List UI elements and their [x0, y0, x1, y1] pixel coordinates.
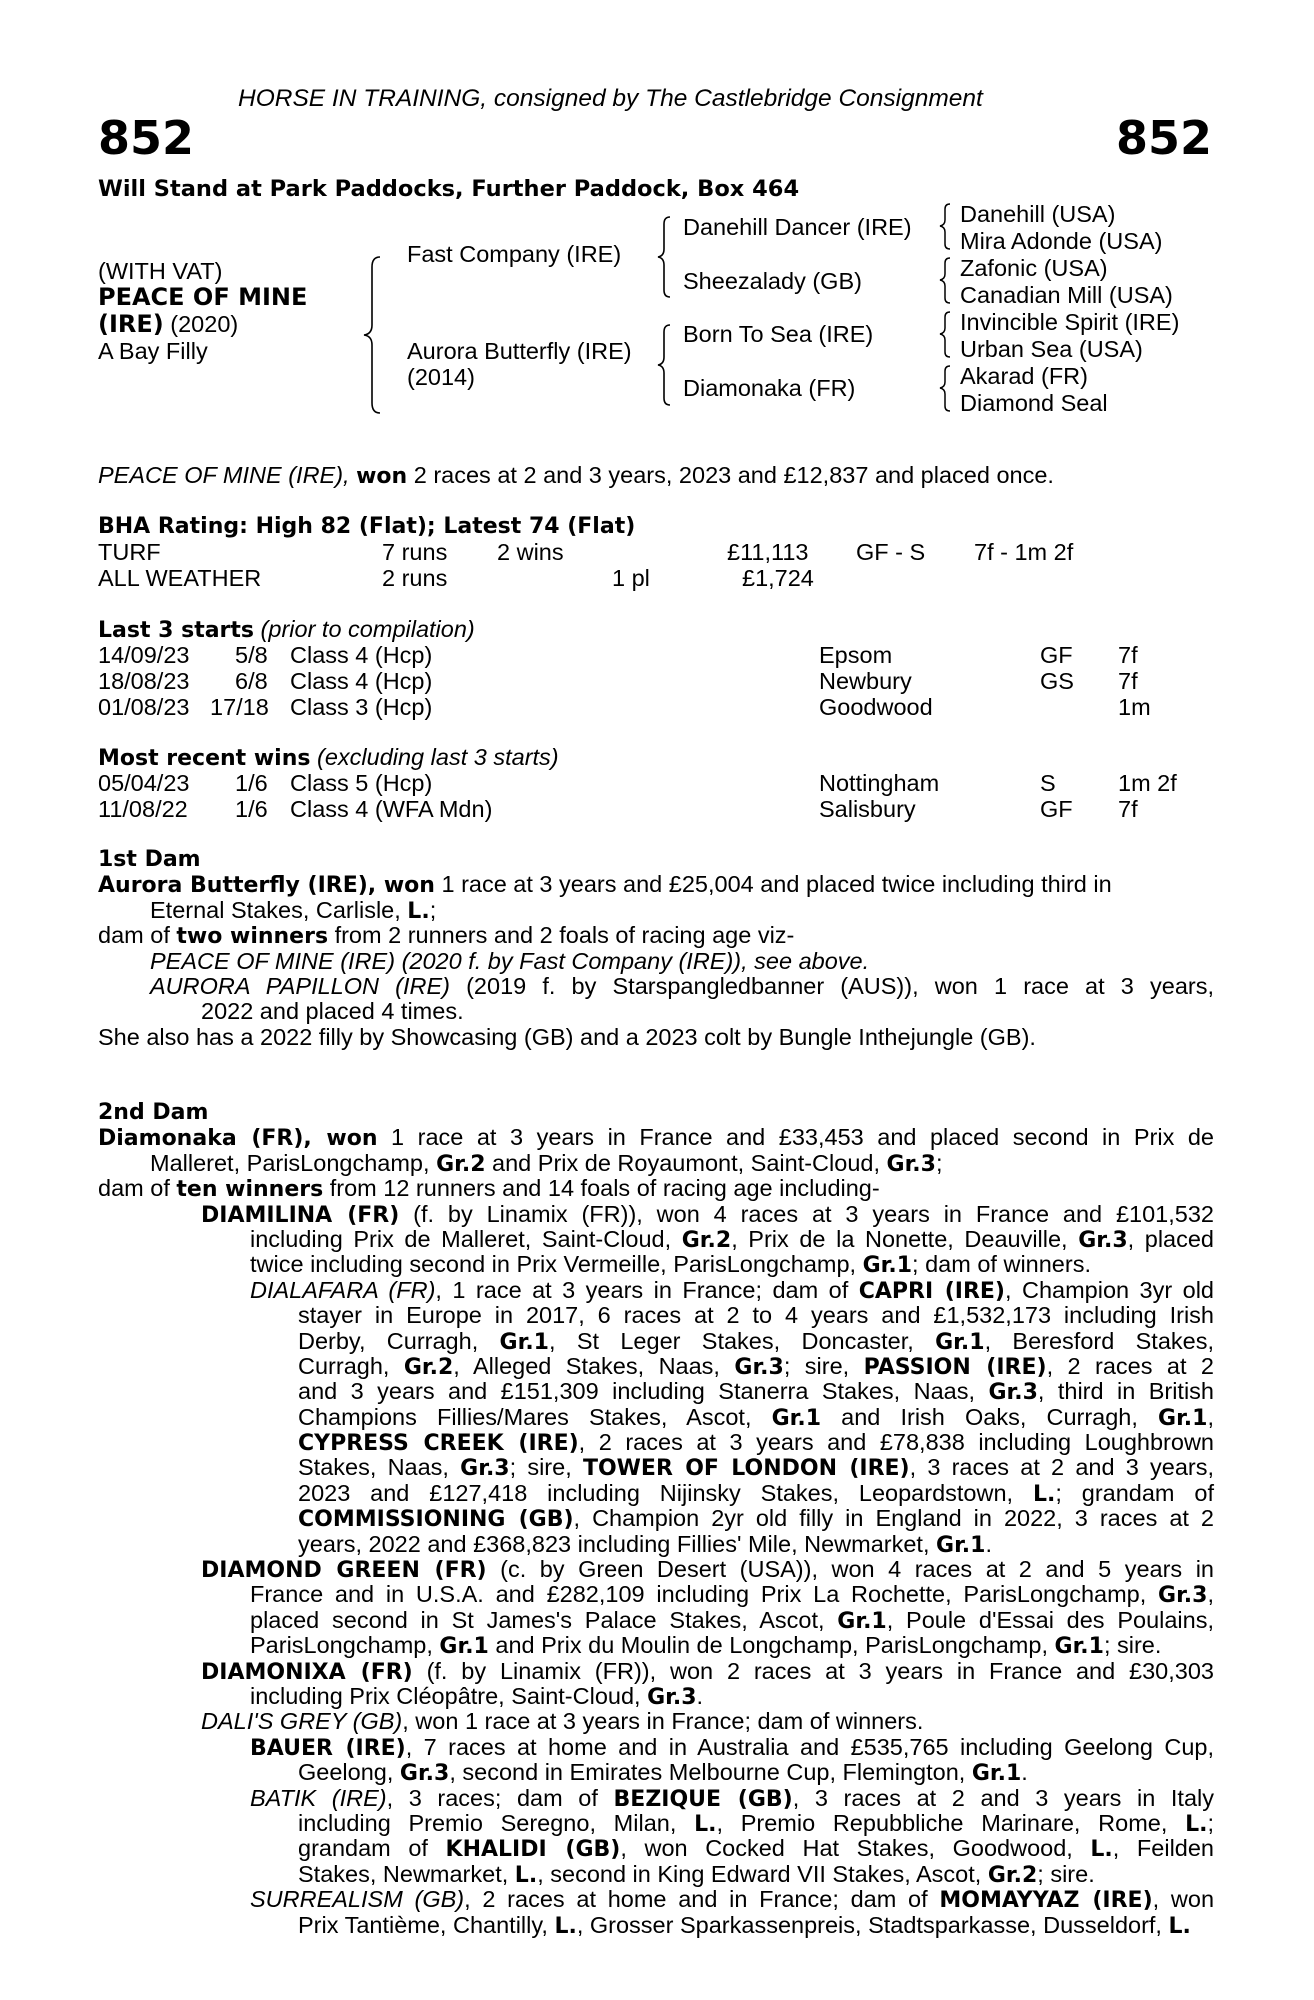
bold-phrase: DIAMONIXA (FR): [201, 1659, 413, 1685]
bold-phrase: Gr.3: [647, 1684, 697, 1710]
gg-8: Diamond Seal: [960, 390, 1108, 416]
second-dam-line: Stakes, Naas, Gr.3; sire, TOWER OF LONDON (IRE), 3 races at 2 and 3 years,: [298, 1454, 1214, 1482]
italic-phrase: DIALAFARA (FR): [250, 1276, 436, 1303]
start-pos: 6/8: [235, 668, 268, 694]
bold-phrase: KHALIDI (GB): [445, 1837, 621, 1863]
second-dam-line: Diamonaka (FR), won 1 race at 3 years in France and £33,453 and placed second in Prix de: [98, 1124, 1214, 1152]
pedigree-bracket-main: [366, 255, 396, 415]
dam-sire: Born To Sea (IRE): [683, 321, 874, 347]
bold-phrase: COMMISSIONING (GB): [298, 1507, 574, 1533]
second-dam-line: Curragh, Gr.2, Alleged Stakes, Naas, Gr.3; sire, PASSION (IRE), 2 races at 2: [298, 1352, 1214, 1380]
second-dam-line: SURREALISM (GB), 2 races at home and in France; dam of MOMAYYAZ (IRE), won: [250, 1886, 1215, 1914]
listed-mark: L.: [407, 898, 430, 924]
rating-runs: 2 runs: [382, 565, 448, 591]
start-course: Newbury: [819, 668, 912, 694]
bold-phrase: Gr.3: [734, 1354, 784, 1380]
bold-phrase: BEZIQUE (GB): [613, 1786, 793, 1812]
second-dam-lines: [98, 1125, 1214, 1938]
bold-phrase: Gr.1: [971, 1761, 1022, 1787]
second-dam-line: Stakes, Newmarket, L., second in King Edward VII Stakes, Ascot, Gr.2; sire.: [298, 1860, 1095, 1888]
bold-phrase: PASSION (IRE): [863, 1354, 1047, 1380]
bold-phrase: L.: [1090, 1837, 1113, 1863]
horse-name: PEACE OF MINE: [98, 283, 308, 311]
second-dam-line: Champions Fillies/Mares Stakes, Ascot, Gr.1 and Irish Oaks, Curragh, Gr.1,: [298, 1403, 1214, 1431]
first-dam-name: Aurora Butterfly (IRE), won: [98, 873, 435, 899]
rating-runs: 7 runs: [382, 539, 448, 565]
first-dam-text: ;: [429, 896, 437, 923]
second-dam-line: and 3 years and £151,309 including Stanerra Stakes, Naas, Gr.3, third in British: [298, 1378, 1214, 1406]
start-date: 01/08/23: [98, 694, 190, 720]
pedigree-bracket-dam: [656, 323, 676, 408]
second-dam-line: including Premio Seregno, Milan, L., Premio Repubbliche Marinare, Rome, L.;: [298, 1809, 1214, 1837]
second-dam-line: 2023 and £127,418 including Nijinsky Stakes, Leopardstown, L.; grandam of: [298, 1479, 1214, 1507]
win-pos: 1/6: [235, 796, 268, 822]
bold-phrase: L.: [1168, 1913, 1191, 1939]
bold-phrase: L.: [554, 1913, 577, 1939]
rating-prize: £1,724: [742, 565, 814, 591]
win-class: Class 5 (Hcp): [290, 770, 433, 796]
gg-5: Invincible Spirit (IRE): [960, 309, 1180, 335]
second-dam-line: COMMISSIONING (GB), Champion 2yr old filly in England in 2022, 3 races at 2: [298, 1505, 1214, 1533]
italic-phrase: DALI'S GREY (GB): [201, 1708, 403, 1735]
sire-dam: Sheezalady (GB): [683, 268, 862, 294]
second-dam-line: including Prix Cléopâtre, Saint-Cloud, Gr.3.: [250, 1682, 704, 1710]
second-dam-line: Derby, Curragh, Gr.1, St Leger Stakes, Doncaster, Gr.1, Beresford Stakes,: [298, 1327, 1214, 1355]
bold-phrase: CYPRESS CREEK (IRE): [298, 1431, 579, 1457]
start-pos: 5/8: [235, 642, 268, 668]
bold-phrase: Gr.3: [1078, 1227, 1128, 1253]
bold-phrase: Gr.1: [439, 1634, 489, 1660]
second-dam-line: Malleret, ParisLongchamp, Gr.2 and Prix de Royaumont, Saint-Cloud, Gr.3;: [150, 1149, 943, 1177]
bold-phrase: L.: [694, 1811, 717, 1837]
win-course: Salisbury: [819, 796, 916, 822]
start-class: Class 4 (Hcp): [290, 668, 433, 694]
first-dam-heading: 1st Dam: [98, 847, 201, 872]
gg-2: Mira Adonde (USA): [960, 228, 1163, 254]
start-dist: 7f: [1118, 642, 1138, 668]
summary-won: won: [356, 464, 408, 489]
second-dam-line: Prix Tantième, Chantilly, L., Grosser Sparkassenpreis, Stadtsparkasse, Dusseldorf, L.: [298, 1911, 1191, 1939]
bold-phrase: DIAMOND GREEN (FR): [201, 1558, 487, 1584]
last3-heading: [98, 617, 475, 643]
win-date: 11/08/22: [98, 796, 188, 822]
rating-placed: 1 pl: [612, 565, 650, 591]
win-class: Class 4 (WFA Mdn): [290, 796, 493, 822]
bold-phrase: Gr.2: [681, 1227, 732, 1253]
horse-name-line2: [98, 312, 238, 337]
italic-phrase: SURREALISM (GB): [250, 1886, 465, 1913]
bold-phrase: L.: [514, 1862, 538, 1888]
start-course: Goodwood: [819, 694, 933, 720]
second-dam-line: ParisLongchamp, Gr.1 and Prix du Moulin de Longchamp, ParisLongchamp, Gr.1; sire.: [250, 1632, 1162, 1660]
second-dam-line: CYPRESS CREEK (IRE), 2 races at 3 years and £78,838 including Loughbrown: [298, 1429, 1214, 1457]
last3-title: Last 3 starts: [98, 618, 255, 643]
first-dam-produce: [98, 974, 1214, 999]
rating-dist: 7f - 1m 2f: [974, 539, 1074, 565]
second-dam-line: including Prix de Malleret, Saint-Cloud, Gr.2, Prix de la Nonette, Deauville, Gr.3, placed: [250, 1225, 1214, 1253]
start-going: GS: [1040, 668, 1074, 694]
gg-7: Akarad (FR): [960, 363, 1088, 389]
summary-text: 2 races at 2 and 3 years, 2023 and £12,837 and placed once.: [407, 462, 1054, 488]
bold-phrase: MOMAYYAZ (IRE): [939, 1888, 1153, 1914]
second-dam-line: BATIK (IRE), 3 races; dam of BEZIQUE (GB), 3 races at 2 and 3 years in Italy: [250, 1784, 1214, 1812]
gg-6: Urban Sea (USA): [960, 336, 1143, 362]
win-course: Nottingham: [819, 770, 940, 796]
second-dam-line: DIAMOND GREEN (FR) (c. by Green Desert (USA)), won 4 races at 2 and 5 years in: [201, 1556, 1214, 1584]
summary-horse: PEACE OF MINE (IRE),: [98, 462, 350, 488]
dam-year: (2014): [407, 364, 475, 390]
bold-phrase: BAUER (IRE): [250, 1735, 406, 1761]
rating-prize: £11,113: [727, 539, 809, 565]
second-dam-line: twice including second in Prix Vermeille, ParisLongchamp, Gr.1; dam of winners.: [250, 1251, 1091, 1279]
first-dam-line: [98, 898, 1214, 923]
second-dam-line: DIAMONIXA (FR) (f. by Linamix (FR)), won 2 races at 3 years in France and £30,303: [201, 1657, 1214, 1685]
second-dam-line: placed second in St James's Palace Stakes, Ascot, Gr.1, Poule d'Essai des Poulains,: [250, 1606, 1214, 1634]
produce-record: (2019 f. by Starspangledbanner (AUS)), won 1 race at 3 years,: [449, 972, 1214, 999]
sire: Fast Company (IRE): [407, 241, 622, 267]
bold-phrase: CAPRI (IRE): [858, 1278, 1005, 1304]
vat-note: (WITH VAT): [98, 258, 223, 284]
start-dist: 7f: [1118, 668, 1138, 694]
produce-name: AURORA PAPILLON (IRE): [150, 972, 450, 999]
bold-phrase: Gr.2: [987, 1862, 1038, 1888]
second-dam-section: [98, 1100, 1214, 1938]
start-date: 14/09/23: [98, 642, 190, 668]
first-dam-text: from 2 runners and 2 foals of racing age viz-: [328, 922, 795, 949]
bold-phrase: Gr.1: [1054, 1634, 1104, 1660]
start-going: GF: [1040, 642, 1073, 668]
bold-phrase: Diamonaka (FR), won: [98, 1126, 378, 1152]
bold-phrase: Gr.3: [988, 1380, 1038, 1406]
second-dam-line: grandam of KHALIDI (GB), won Cocked Hat Stakes, Goodwood, L., Feilden: [298, 1835, 1214, 1863]
start-class: Class 3 (Hcp): [290, 694, 433, 720]
win-date: 05/04/23: [98, 770, 190, 796]
bold-phrase: Gr.1: [862, 1253, 913, 1279]
start-date: 18/08/23: [98, 668, 190, 694]
first-dam-section: [98, 847, 1214, 1050]
pedigree-bracket-sire: [656, 215, 676, 300]
win-dist: 7f: [1118, 796, 1138, 822]
win-dist: 1m 2f: [1118, 770, 1177, 796]
first-dam-record: 1 race at 3 years and £25,004 and placed twice including third in: [434, 871, 1112, 898]
bold-phrase: ten winners: [176, 1177, 324, 1203]
italic-phrase: BATIK (IRE): [250, 1784, 387, 1811]
last3-note: (prior to compilation): [254, 616, 475, 642]
bold-phrase: Gr.1: [837, 1608, 887, 1634]
bold-phrase: Gr.1: [936, 1532, 986, 1558]
win-going: S: [1040, 770, 1056, 796]
rating-surface: TURF: [98, 539, 161, 565]
lot-number-left: 852: [98, 111, 195, 165]
horse-description: A Bay Filly: [98, 338, 208, 364]
first-dam-winners: two winners: [176, 924, 329, 950]
rating-surface: ALL WEATHER: [98, 565, 262, 591]
second-dam-line: DIALAFARA (FR), 1 race at 3 years in France; dam of CAPRI (IRE), Champion 3yr old: [250, 1276, 1214, 1304]
first-dam-produce: PEACE OF MINE (IRE) (2020 f. by Fast Company (IRE)), see above.: [150, 947, 870, 974]
second-dam-line: years, 2022 and £368,823 including Fillies' Mile, Newmarket, Gr.1.: [298, 1530, 992, 1558]
win-pos: 1/6: [235, 770, 268, 796]
start-course: Epsom: [819, 642, 893, 668]
lot-number-right: 852: [1115, 111, 1212, 165]
bold-phrase: Gr.3: [399, 1761, 450, 1787]
bold-phrase: Gr.1: [1158, 1405, 1208, 1431]
first-dam-produce: 2022 and placed 4 times.: [201, 998, 464, 1025]
first-dam-line: [98, 872, 1214, 897]
bold-phrase: Gr.3: [460, 1456, 510, 1482]
bold-phrase: L.: [1032, 1481, 1056, 1507]
sire-sire: Danehill Dancer (IRE): [683, 214, 912, 240]
bold-phrase: Gr.2: [436, 1151, 486, 1177]
bold-phrase: Gr.3: [1158, 1583, 1208, 1609]
rating-wins: 2 wins: [497, 539, 564, 565]
dam: Aurora Butterfly (IRE): [407, 338, 632, 364]
first-dam-line: [98, 923, 1214, 948]
recent-note: (excluding last 3 starts): [310, 744, 559, 770]
bold-phrase: Gr.2: [403, 1354, 454, 1380]
second-dam-line: stayer in Europe in 2017, 6 races at 2 to 4 years and £1,532,173 including Irish: [298, 1302, 1214, 1329]
rating-heading: BHA Rating: High 82 (Flat); Latest 74 (Flat): [98, 514, 636, 539]
gg-1: Danehill (USA): [960, 201, 1116, 227]
bold-phrase: DIAMILINA (FR): [201, 1202, 400, 1228]
rating-going: GF - S: [856, 539, 926, 565]
second-dam-line: dam of ten winners from 12 runners and 14 foals of racing age including-: [98, 1175, 880, 1203]
first-dam-text: Eternal Stakes, Carlisle,: [150, 896, 408, 923]
second-dam-heading: 2nd Dam: [98, 1100, 209, 1125]
horse-suffix: (IRE): [98, 310, 164, 338]
second-dam-line: France and in U.S.A. and £282,109 including Prix La Rochette, ParisLongchamp, Gr.3,: [250, 1581, 1214, 1609]
bold-phrase: Gr.1: [935, 1329, 985, 1355]
second-dam-line: DIAMILINA (FR) (f. by Linamix (FR)), won 4 races at 3 years in France and £101,532: [201, 1200, 1214, 1228]
horse-year: (2020): [163, 311, 239, 337]
bold-phrase: Gr.3: [886, 1151, 936, 1177]
sale-header: HORSE IN TRAINING, consigned by The Castlebridge Consignment: [238, 85, 983, 112]
pedigree-bracket-gg: [938, 202, 954, 422]
stand-location: Will Stand at Park Paddocks, Further Paddock, Box 464: [98, 176, 800, 202]
gg-3: Zafonic (USA): [960, 255, 1108, 281]
second-dam-line: BAUER (IRE), 7 races at home and in Australia and £535,765 including Geelong Cup,: [250, 1733, 1215, 1761]
first-dam-note: She also has a 2022 filly by Showcasing (GB) and a 2023 colt by Bungle Inthejungle (GB).: [98, 1023, 1036, 1050]
bold-phrase: L.: [1185, 1811, 1208, 1837]
bold-phrase: Gr.1: [499, 1329, 549, 1355]
start-class: Class 4 (Hcp): [290, 642, 433, 668]
bold-phrase: Gr.1: [771, 1405, 822, 1431]
recent-title: Most recent wins: [98, 746, 311, 771]
bold-phrase: TOWER OF LONDON (IRE): [582, 1456, 910, 1482]
start-dist: 1m: [1118, 694, 1151, 720]
second-dam-line: DALI'S GREY (GB), won 1 race at 3 years in France; dam of winners.: [201, 1708, 924, 1735]
dam-dam: Diamonaka (FR): [683, 375, 856, 401]
first-dam-text: dam of: [98, 922, 177, 949]
win-going: GF: [1040, 796, 1073, 822]
start-pos: 17/18: [210, 694, 269, 720]
race-summary: [98, 463, 1054, 489]
second-dam-line: Geelong, Gr.3, second in Emirates Melbourne Cup, Flemington, Gr.1.: [298, 1759, 1028, 1787]
recent-heading: [98, 745, 559, 771]
gg-4: Canadian Mill (USA): [960, 282, 1173, 308]
